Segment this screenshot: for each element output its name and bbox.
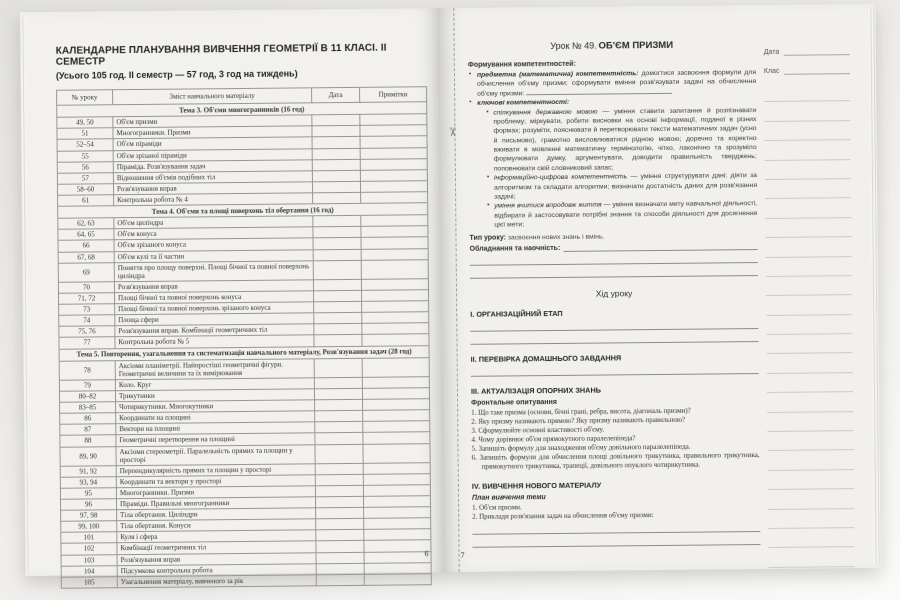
section-3-title: ІІІ. АКТУАЛІЗАЦІЯ ОПОРНИХ ЗНАНЬ xyxy=(470,385,601,396)
lesson-number-cell: 58–60 xyxy=(57,184,113,196)
notes-cell xyxy=(361,279,428,291)
lesson-number-cell: 64, 65 xyxy=(58,229,114,241)
notes-cell xyxy=(362,388,429,400)
lesson-content-cell: Піраміди. Правильні многогранники xyxy=(116,497,315,510)
ruled-line xyxy=(768,470,854,490)
column-header: Дата xyxy=(312,87,360,103)
date-cell xyxy=(312,170,360,182)
notes-cell xyxy=(364,529,431,541)
notes-cell xyxy=(361,259,428,279)
table-section-title: Тема 4. Об'єми та площі поверхонь тіл обертання (16 год) xyxy=(58,203,428,219)
write-in-line xyxy=(472,532,760,548)
lesson-content-cell: Чотирикутники. Многокутники xyxy=(116,400,315,413)
plan-item: 1. Об'єм призми. xyxy=(472,503,522,512)
ruled-line xyxy=(768,489,854,509)
lesson-number-cell: 62, 63 xyxy=(58,218,114,230)
ruled-line xyxy=(765,160,851,180)
column-header: Зміст навчального матеріалу xyxy=(113,88,312,105)
lesson-number-cell: 78 xyxy=(59,360,115,380)
notes-cell xyxy=(363,485,430,497)
date-cell xyxy=(316,552,364,564)
ruled-line xyxy=(765,198,851,218)
lesson-number-cell: 86 xyxy=(60,413,116,425)
date-cell xyxy=(314,377,362,389)
write-in-line xyxy=(471,361,759,377)
bullet-icon: • xyxy=(469,98,472,106)
key-competency-item: ▪ інформаційно-цифрова компетентність — уміння структурувати дані; діяти за алгоритмом та складати алгоритми; визначати достатність даних для розв'язання задачі; xyxy=(486,172,758,201)
ruled-line xyxy=(767,431,853,451)
lesson-number-cell: 97, 98 xyxy=(61,510,117,522)
lesson-number-cell: 101 xyxy=(61,532,117,544)
write-in-line xyxy=(526,88,672,95)
notes-cell xyxy=(360,158,427,170)
lesson-content-cell: Комбінації геометричних тіл xyxy=(117,541,316,554)
ruled-line xyxy=(765,179,851,199)
date-cell xyxy=(313,279,361,291)
notes-cell xyxy=(361,237,428,249)
page-number-right: 7 xyxy=(460,550,465,560)
write-in-line xyxy=(783,47,850,56)
lesson-content-cell: Відношення об'ємів подібних тіл xyxy=(113,171,312,184)
lesson-number-cell: 49, 50 xyxy=(57,117,113,129)
study-plan-subtitle: План вивчення теми xyxy=(471,494,546,502)
ruled-line xyxy=(766,257,852,277)
notes-cell xyxy=(363,410,430,422)
date-cell xyxy=(313,249,361,261)
lesson-sheet-main xyxy=(468,39,761,548)
lesson-content-cell: Координати на площині xyxy=(116,411,315,424)
date-cell xyxy=(315,411,363,423)
lesson-content-cell: Розв'язування вправ xyxy=(113,182,312,195)
column-header: № уроку xyxy=(57,90,113,106)
question-item: 6. Запишіть формули для обчислення площі довільного трикутника, правильного трикутника, прямокутного трикутника, трапеції, довільного опуклого чотирикутника. xyxy=(471,451,760,471)
lesson-content-cell: Координати та вектори у просторі xyxy=(116,475,315,488)
notes-cell xyxy=(362,323,429,335)
lesson-number-cell: 52–54 xyxy=(57,139,113,151)
notes-cell xyxy=(364,540,431,552)
lesson-number-cell: 67, 68 xyxy=(58,251,114,263)
write-in-line xyxy=(783,66,850,75)
ruled-line xyxy=(764,102,850,122)
notes-cell xyxy=(360,147,427,159)
lesson-number-cell: 87 xyxy=(60,424,116,436)
lesson-header xyxy=(468,39,756,53)
section-4-title: IV. ВИВЧЕННЯ НОВОГО МАТЕРІАЛУ xyxy=(471,480,602,491)
lesson-content-cell: Контрольна робота № 4 xyxy=(114,193,313,206)
key-competency-item: ▪ уміння вчитися впродовж життя — уміння визначати мету навчальної діяльності, відбирати й застосовувати потрібні знання та способи діяльності для досягнення цієї мети; xyxy=(487,200,758,229)
notes-cell xyxy=(362,334,429,346)
notes-cell xyxy=(363,432,430,444)
calendar-plan-subtitle: (Усього 105 год. ІІ семестр — 57 год, 3 год на тиждень) xyxy=(55,68,298,81)
date-cell xyxy=(315,399,363,411)
date-cell xyxy=(313,216,361,228)
page-number-left: 6 xyxy=(424,549,429,559)
lesson-content-cell: Розв'язування вправ xyxy=(117,552,316,565)
ruled-line xyxy=(767,354,853,374)
section-1-title: І. ОРГАНІЗАЦІЙНИЙ ЕТАП xyxy=(470,308,563,319)
notes-cell xyxy=(362,377,429,389)
lesson-content-cell: Об'єм призми xyxy=(113,115,312,128)
lesson-content-cell: Площі бічної та повної поверхонь конуса xyxy=(115,291,314,304)
lesson-content-cell: Перпендикулярність прямих та площин у просторі xyxy=(116,464,315,477)
date-label: Дата xyxy=(763,48,780,56)
class-field xyxy=(764,55,850,75)
lesson-content-cell: Об'єм циліндра xyxy=(114,216,313,229)
date-cell xyxy=(312,115,360,127)
lesson-sheet-margin xyxy=(764,36,855,568)
key-competency-lead: уміння вчитися впродовж життя xyxy=(494,201,602,210)
lesson-title: ОБ'ЄМ ПРИЗМИ xyxy=(598,39,674,52)
date-cell xyxy=(314,313,362,325)
date-cell xyxy=(312,137,360,149)
ruled-line xyxy=(766,295,852,315)
lesson-content-cell: Об'єм піраміди xyxy=(113,137,312,150)
notes-cell xyxy=(361,215,428,227)
competencies-list xyxy=(468,68,758,230)
question-item: 5. Запишіть формулу для знаходження об'єму довільного паралелепіпеда. xyxy=(471,442,691,453)
lesson-number-cell: 70 xyxy=(58,282,114,294)
equipment-label: Обладнання та наочність: xyxy=(469,244,561,253)
notes-cell xyxy=(363,496,430,508)
course-heading: Хід уроку xyxy=(595,287,633,299)
competency-item xyxy=(468,96,757,230)
key-competency-lead: спілкування державною мовою xyxy=(493,108,598,117)
ruled-line xyxy=(766,334,852,354)
notes-cell xyxy=(361,192,428,204)
ruled-line xyxy=(766,315,852,335)
lesson-number-cell: 75, 76 xyxy=(59,326,115,338)
bullet-icon: • xyxy=(468,70,472,78)
ruled-line xyxy=(767,392,853,412)
lesson-number-cell: 79 xyxy=(59,380,115,392)
lesson-content-cell: Розв'язування вправ. Комбінації геометричних тіл xyxy=(115,324,314,337)
question-item: 3. Сформулюйте основні властивості об'єму. xyxy=(471,425,605,435)
ruled-line xyxy=(765,140,851,160)
lesson-content-cell: Поняття про площу поверхні. Площі бічної та повної поверхонь циліндра xyxy=(114,260,313,281)
notes-cell xyxy=(364,518,431,530)
lesson-content-cell: Узагальнення матеріалу, вивченого за рік xyxy=(117,575,316,588)
key-competency-lead: інформаційно-цифрова компетентність xyxy=(493,173,628,182)
lesson-content-cell: Аксіоми планіметрії. Найпростіші геометричні фігури. Геометричні величини та їх вимірювання xyxy=(115,358,314,379)
notes-cell xyxy=(360,136,427,148)
table-row xyxy=(61,574,431,589)
lesson-content-cell: Вектори на площині xyxy=(116,422,315,435)
bullet-icon: ▪ xyxy=(486,108,489,116)
ruled-line xyxy=(767,373,853,393)
lesson-number-cell: 91, 92 xyxy=(60,465,116,477)
date-cell xyxy=(314,388,362,400)
lesson-number-cell: 77 xyxy=(59,337,115,349)
lesson-number-cell: 66 xyxy=(58,240,114,252)
notes-cell xyxy=(363,399,430,411)
date-cell xyxy=(316,574,364,586)
date-cell xyxy=(315,433,363,445)
lesson-number-cell: 55 xyxy=(57,150,113,162)
margin-ruled-lines xyxy=(764,82,855,568)
competency-lead: предметна (математична) компетентність: xyxy=(476,70,639,79)
date-cell xyxy=(313,238,361,250)
write-in-line xyxy=(470,329,758,345)
bullet-icon: ▪ xyxy=(487,201,490,209)
notes-cell xyxy=(360,114,427,126)
ruled-line xyxy=(764,121,850,141)
date-cell xyxy=(315,474,363,486)
competencies-heading: Формування компетентностей: xyxy=(467,60,576,69)
date-cell xyxy=(314,301,362,313)
lesson-type-label: Тип уроку: xyxy=(469,234,507,243)
lesson-content-cell: Геометричні перетворення на площині xyxy=(116,433,315,446)
left-page xyxy=(19,8,444,587)
date-cell xyxy=(316,530,364,542)
lesson-content-cell: Аксіоми стереометрії. Паралельність прямих та площин у просторі xyxy=(116,444,315,465)
notes-cell xyxy=(361,248,428,260)
lesson-number-cell: 51 xyxy=(57,128,113,140)
frontal-survey-subtitle: Фронтальне опитування xyxy=(471,398,557,407)
lesson-number-cell: 83–85 xyxy=(60,402,116,414)
calendar-plan-title: КАЛЕНДАРНЕ ПЛАНУВАННЯ ВИВЧЕННЯ ГЕОМЕТРІЇ В 11 КЛАСІ. ІІ СЕМЕСТР xyxy=(55,42,387,68)
date-cell xyxy=(315,444,363,464)
lesson-plan-table xyxy=(56,86,432,588)
lesson-number-cell: 96 xyxy=(60,499,116,511)
lesson-number-cell: 56 xyxy=(57,161,113,173)
notes-cell xyxy=(360,181,427,193)
date-cell xyxy=(315,496,363,508)
lesson-number-cell: 105 xyxy=(61,577,117,589)
notes-cell xyxy=(364,562,431,574)
lesson-number-cell: 74 xyxy=(59,315,115,327)
notes-cell xyxy=(364,507,431,519)
plan-item: 2. Приклади розв'язання задач на обчислення об'єму призми: xyxy=(472,511,654,522)
lesson-number-cell: 103 xyxy=(61,554,117,566)
lesson-content-cell: Куля і сфера xyxy=(117,530,316,543)
left-page-content xyxy=(56,42,431,588)
lesson-content-cell: Розв'язування вправ xyxy=(114,280,313,293)
lesson-content-cell: Об'єм конуса xyxy=(114,227,313,240)
date-cell xyxy=(313,192,361,204)
lesson-number-cell: 69 xyxy=(58,262,114,282)
date-cell xyxy=(312,159,360,171)
notes-cell xyxy=(361,290,428,302)
competency-lead: ключові компетентності: xyxy=(477,98,570,107)
date-field xyxy=(764,36,850,56)
date-cell xyxy=(315,422,363,434)
lesson-content-cell: Площа сфери xyxy=(115,313,314,326)
section-2-title: ІІ. ПЕРЕВІРКА ДОМАШНЬОГО ЗАВДАННЯ xyxy=(470,352,622,364)
date-cell xyxy=(312,148,360,160)
lesson-content-cell: Піраміда. Розв'язування задач xyxy=(113,159,312,172)
ruled-line xyxy=(768,548,854,568)
notes-cell xyxy=(363,462,430,474)
date-cell xyxy=(316,541,364,553)
write-in-line xyxy=(470,263,758,279)
notes-cell xyxy=(360,169,427,181)
lesson-number-cell: 73 xyxy=(59,304,115,316)
lesson-number-cell: 104 xyxy=(61,565,117,577)
lesson-content-cell: Об'єм кулі та її частин xyxy=(114,249,313,262)
lesson-content-cell: Многогранники. Призми xyxy=(113,126,312,139)
date-cell xyxy=(316,563,364,575)
lesson-type-value: засвоєння нових знань і вмінь. xyxy=(507,233,605,242)
lesson-content-cell: Об'єм зрізаного конуса xyxy=(114,238,313,251)
notes-cell xyxy=(362,312,429,324)
table-section-title: Тема 5. Повторення, узагальнення та систематизація навчального матеріалу, Розв'язування задач (28 год) xyxy=(59,345,429,361)
lesson-content-cell: Підсумкова контрольна робота xyxy=(117,564,316,577)
lesson-number-cell: 80–82 xyxy=(59,391,115,403)
lesson-number-cell: 102 xyxy=(61,543,117,555)
ruled-line xyxy=(768,451,854,471)
notes-cell xyxy=(363,443,430,463)
lesson-number-cell: 93, 94 xyxy=(60,477,116,489)
date-cell xyxy=(312,126,360,138)
cut-dashed-line xyxy=(453,8,459,572)
notes-cell xyxy=(362,301,429,313)
competency-item: • предметна (математична) компетентність: домогтися засвоєння формули для обчислення об'єму призми; сформувати вміння розв'язувати задачі на обчислення об'єму призми: xyxy=(468,69,757,98)
lesson-number: Урок № 49. xyxy=(550,40,597,52)
lesson-number-cell: 61 xyxy=(58,195,114,207)
bullet-icon: ▪ xyxy=(486,173,490,181)
lesson-content-cell: Трикутники xyxy=(115,389,314,402)
date-cell xyxy=(315,463,363,475)
date-cell xyxy=(314,358,362,378)
ruled-line xyxy=(768,528,854,548)
lesson-content-cell: Многогранники. Призми xyxy=(116,486,315,499)
lesson-number-cell: 71, 72 xyxy=(59,293,115,305)
lesson-number-cell: 57 xyxy=(57,172,113,184)
notes-cell xyxy=(360,125,427,137)
ruled-line xyxy=(767,412,853,432)
lesson-content-cell: Коло. Круг xyxy=(115,378,314,391)
notes-cell xyxy=(364,574,431,586)
open-book xyxy=(19,4,880,587)
key-competencies-list xyxy=(485,106,757,230)
notes-cell xyxy=(364,551,431,563)
notes-cell xyxy=(363,474,430,486)
lesson-number-cell: 99, 100 xyxy=(61,521,117,533)
date-cell xyxy=(314,290,362,302)
ruled-line xyxy=(766,237,852,257)
scissors-icon: ✂ xyxy=(445,126,460,138)
lesson-number-cell: 95 xyxy=(60,488,116,500)
date-cell xyxy=(315,485,363,497)
questions-list xyxy=(471,406,760,472)
lesson-content-cell: Тіла обертання. Конуси xyxy=(117,519,316,532)
lesson-number-cell: 88 xyxy=(60,435,116,447)
question-item: 2. Яку призму називають прямою? Яку призму називають правильною? xyxy=(471,415,686,426)
date-cell xyxy=(314,324,362,336)
question-item: 4. Чому дорівнює об'єм прямокутного паралелепіпеда? xyxy=(471,434,636,444)
class-label: Клас xyxy=(763,67,780,75)
date-cell xyxy=(314,335,362,347)
right-page xyxy=(439,4,880,572)
date-cell xyxy=(316,519,364,531)
ruled-line xyxy=(766,276,852,296)
lesson-content-cell: Об'єм зрізаної піраміди xyxy=(113,148,312,161)
date-cell xyxy=(313,227,361,239)
lesson-content-cell: Тіла обертання. Циліндри xyxy=(117,508,316,521)
table-section-title: Тема 3. Об'єми многогранників (16 год) xyxy=(57,102,427,118)
column-header: Примітки xyxy=(360,87,427,103)
date-cell xyxy=(316,507,364,519)
ruled-line xyxy=(764,82,850,102)
lesson-content-cell: Контрольна робота № 5 xyxy=(115,335,314,348)
lesson-number-cell: 89, 90 xyxy=(60,446,116,466)
ruled-line xyxy=(768,509,854,529)
notes-cell xyxy=(361,226,428,238)
lesson-content-cell: Площі бічної та повної поверхонь зрізаного конуса xyxy=(115,302,314,315)
date-cell xyxy=(313,260,361,280)
notes-cell xyxy=(363,421,430,433)
key-competency-item: ▪ спілкування державною мовою — уміння ставити запитання й розпізнавати проблему; міркувати, робити висновки на основі інформації, поданої в різних формах; розуміти, пояснювати й перетворювати тексти математичних задач (усно й письмово), грамотно висловлюватися рідною мовою; доречно та коректно вживати в мовленні математичну термінологію, чітко, лаконічно та зрозуміло формулювати думку, аргументувати, доводити правильність тверджень; поповнювати свій словниковий запас; xyxy=(486,106,757,173)
notes-cell xyxy=(362,357,429,377)
date-cell xyxy=(312,181,360,193)
ruled-line xyxy=(765,218,851,238)
question-item: 1. Що таке призма (основи, бічні грані, ребра, висота, діагональ призми)? xyxy=(471,406,691,417)
